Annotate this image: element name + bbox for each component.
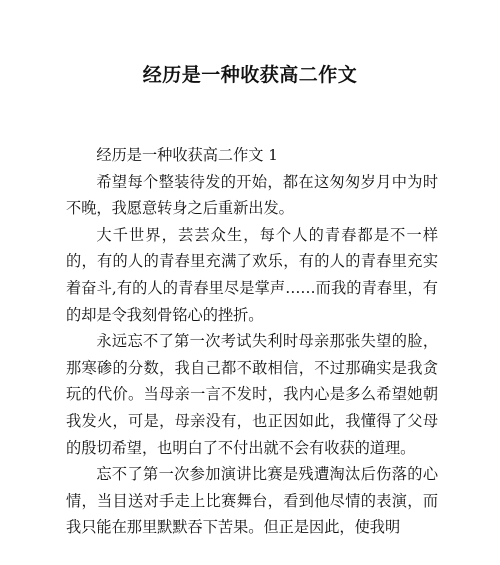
paragraph-1: 希望每个整装待发的开始，都在这匆匆岁月中为时不晚，我愿意转身之后重新出发。 (66, 172, 438, 218)
document-title: 经历是一种收获高二作文 (142, 64, 358, 86)
essay-subtitle: 经历是一种收获高二作文 1 (96, 146, 278, 164)
paragraph-4: 忘不了第一次参加演讲比赛是残遭淘汰后伤落的心情，当目送对手走上比赛舞台，看到他尽情的表演，而我只能在那里默默吞下苦果。但正是因此，使我明 (66, 465, 438, 537)
document-body (66, 142, 438, 541)
paragraph-3: 永远忘不了第一次考试失利时母亲那张失望的脸，那寒碜的分数，我自己都不敢相信，不过那确实是我贪玩的代价。当母亲一言不发时，我内心是多么希望她朝我发火，可是，母亲没有，也正因如此，我懂得了父母的殷切希望，也明白了不付出就不会有收获的道理。 (66, 332, 438, 457)
paragraph-2: 大千世界，芸芸众生，每个人的青春都是不一样的，有的人的青春里充满了欢乐，有的人的青春里充实着奋斗,有的人的青春里尽是掌声……而我的青春里，有的却是令我刻骨铭心的挫折。 (66, 225, 438, 324)
